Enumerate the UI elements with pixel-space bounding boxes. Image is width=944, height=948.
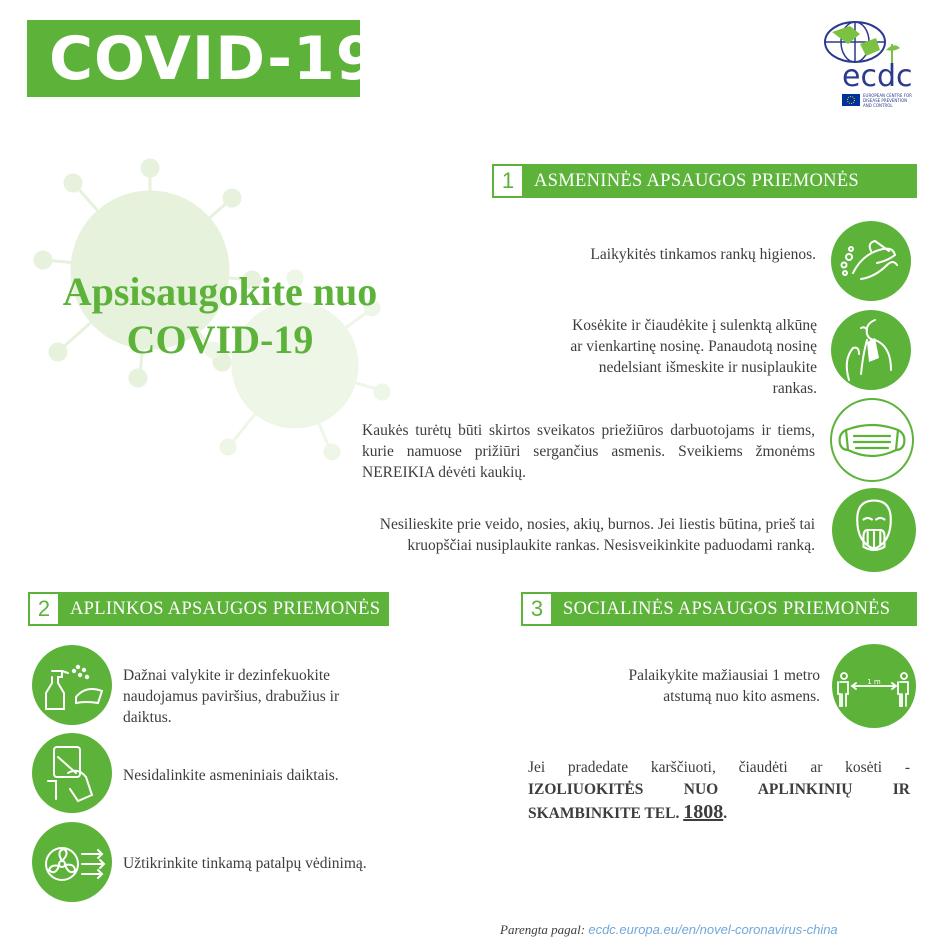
section2-header (28, 592, 389, 626)
svg-text:DISEASE PREVENTION: DISEASE PREVENTION (863, 98, 908, 103)
footer-source (500, 922, 900, 938)
mask-text: Kaukės turėtų būti skirtos sveikatos priežiūros darbuotojams ir tiems, kurie namuose prižiūri sergančius asmenis. Sveikiems žmonėms NEREIKIA dėvėti kaukių. (362, 422, 815, 481)
distance-text: Palaikykite mažiausiai 1 metro atstumą nuo kito asmens. (628, 667, 820, 705)
handwash-icon (831, 221, 911, 301)
main-title: Apsisaugokite nuo COVID-19 (62, 269, 378, 362)
banner-title: COVID-19 (49, 24, 379, 94)
isolation-alert-bold: IZOLIUOKITĖS NUO APLINKINIŲ IR SKAMBINKITE TEL. (528, 781, 910, 822)
isolation-alert: Jei pradedate karščiuoti, čiaudėti ar kosėti - IZOLIUOKITĖS NUO APLINKINIŲ IR SKAMBINKITE TEL. 1808. (528, 759, 910, 823)
ecdc-logo (820, 20, 922, 112)
cough-elbow-icon (831, 310, 911, 390)
svg-text:AND CONTROL: AND CONTROL (863, 103, 893, 108)
section1-header (492, 164, 917, 198)
hand-hygiene-text: Laikykitės tinkamos rankų higienos. (590, 246, 816, 263)
no-sharing-text: Nesidalinkite asmeniniais daiktais. (123, 767, 339, 784)
footer-link[interactable]: ecdc.europa.eu/en/novel-coronavirus-china (588, 922, 838, 937)
footer-prefix: Parengta pagal: (500, 922, 586, 937)
distance-label: 1 m (867, 678, 881, 686)
section1-number: 1 (494, 166, 522, 196)
section3-number: 3 (523, 594, 551, 624)
section2-number: 2 (30, 594, 58, 624)
section3-header (521, 592, 917, 626)
section1-title: ASMENINĖS APSAUGOS PRIEMONĖS (534, 170, 860, 191)
cough-elbow-text: Kosėkite ir čiaudėkite į sulenktą alkūnę ar vienkartinę nosinę. Panaudotą nosinę nedelsiant išmeskite ir nusiplaukite rankas. (570, 317, 817, 397)
section3-title: SOCIALINĖS APSAUGOS PRIEMONĖS (563, 598, 891, 619)
ventilation-text: Užtikrinkite tinkamą patalpų vėdinimą. (123, 855, 367, 872)
cleaning-text: Dažnai valykite ir dezinfekuokite naudojamus paviršius, drabužius ir daiktus. (123, 667, 340, 726)
phone-number[interactable]: 1808 (683, 801, 724, 823)
logo-brand: ecdc (842, 59, 913, 94)
ecdc-globe-icon (820, 20, 922, 112)
ventilation-fan-icon (32, 822, 112, 902)
spray-clean-icon (32, 645, 112, 725)
mask-icon (830, 398, 914, 482)
svg-text:EUROPEAN CENTRE FOR: EUROPEAN CENTRE FOR (863, 93, 912, 98)
face-touch-text: Nesilieskite prie veido, nosies, akių, burnos. Jei liestis būtina, prieš tai kruopščiai nusiplaukite rankas. Nesisveikinkite paduodami ranką. (379, 516, 815, 554)
section2-title: APLINKOS APSAUGOS PRIEMONĖS (70, 598, 381, 619)
distance-icon (832, 644, 916, 728)
face-touch-icon (832, 488, 916, 572)
covid-banner (27, 20, 379, 97)
no-sharing-icon (32, 733, 112, 813)
